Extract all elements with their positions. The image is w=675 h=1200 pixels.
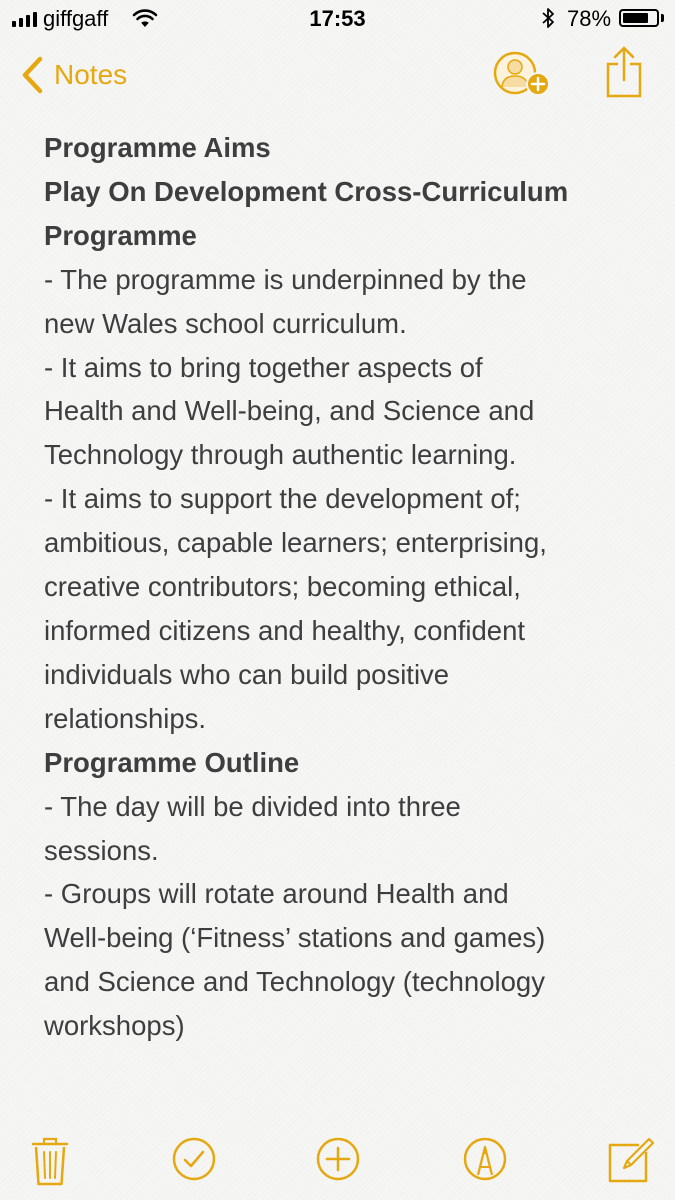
note-text-line: Technology through authentic learning.	[44, 439, 517, 471]
note-heading-line: Programme Outline	[44, 746, 300, 778]
note-text-line: workshops)	[44, 1010, 185, 1042]
note-text-line: relationships.	[44, 702, 207, 734]
note-body[interactable]	[44, 126, 654, 1048]
chevron-left-icon	[18, 55, 48, 95]
back-button-label: Notes	[54, 59, 128, 90]
note-heading-line: Programme	[44, 219, 197, 251]
share-icon[interactable]	[604, 46, 644, 98]
note-text-line: - It aims to bring together aspects of	[44, 351, 483, 383]
note-text-line: - The day will be divided into three	[44, 790, 461, 822]
battery-fill	[623, 13, 648, 23]
note-text-line: creative contributors; becoming ethical,	[44, 571, 521, 603]
bottom-toolbar	[0, 1130, 675, 1190]
battery-icon	[619, 9, 659, 27]
battery-percentage: 78%	[567, 6, 612, 31]
add-person-icon[interactable]	[491, 50, 555, 100]
back-button[interactable]	[18, 52, 127, 98]
note-text-line: new Wales school curriculum.	[44, 307, 407, 339]
note-heading-line: Play On Development Cross-Curriculum	[44, 175, 569, 207]
note-text-line: - Groups will rotate around Health and	[44, 878, 509, 910]
note-text-line: - The programme is underpinned by the	[44, 263, 527, 295]
note-text-line: informed citizens and healthy, confident	[44, 614, 526, 646]
bluetooth-icon	[541, 7, 555, 29]
add-icon[interactable]	[315, 1135, 361, 1183]
note-text-line: individuals who can build positive	[44, 658, 450, 690]
markup-icon[interactable]	[462, 1135, 508, 1183]
note-heading-line: Programme Aims	[44, 132, 271, 163]
note-text-line: sessions.	[44, 834, 159, 866]
note-text-line: ambitious, capable learners; enterprising,	[44, 527, 547, 559]
note-text-line: Well-being (‘Fitness’ stations and games)	[44, 922, 546, 954]
compose-icon[interactable]	[606, 1135, 656, 1185]
note-text-line: and Science and Technology (technology	[44, 966, 545, 998]
carrier-name: giffgaff	[43, 6, 109, 31]
battery-cap	[661, 14, 664, 22]
trash-icon[interactable]	[30, 1135, 70, 1187]
note-text-line: Health and Well-being, and Science and	[44, 395, 535, 427]
clock: 17:53	[309, 6, 366, 31]
navigation-bar	[0, 40, 675, 120]
note-text-line: - It aims to support the development of;	[44, 483, 521, 515]
checklist-icon[interactable]	[171, 1135, 217, 1183]
status-bar	[0, 0, 675, 40]
